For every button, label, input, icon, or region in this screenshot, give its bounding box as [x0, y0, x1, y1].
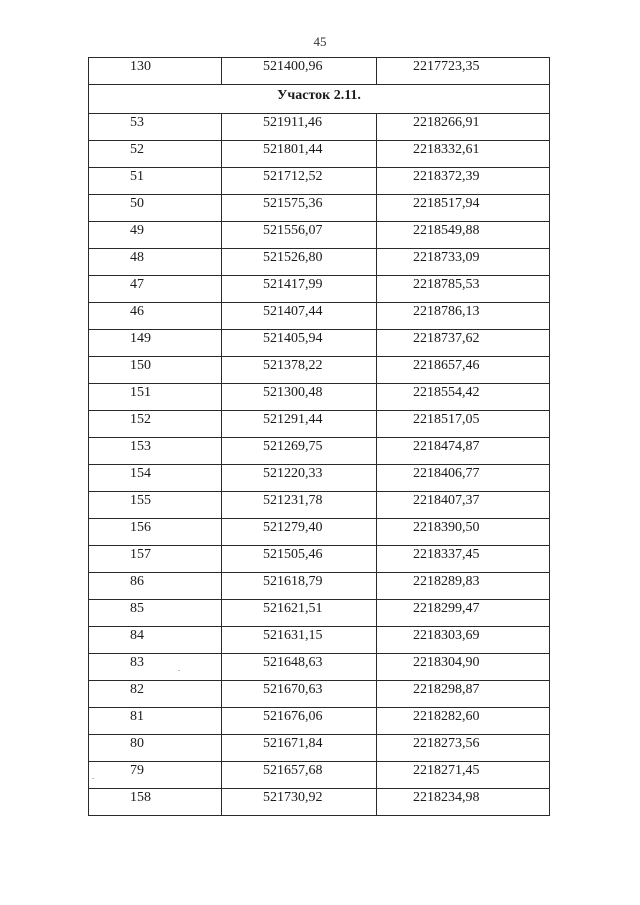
point-number-cell: 51	[89, 168, 222, 195]
page-number: 45	[313, 34, 327, 49]
y-coordinate-cell: 2218289,83	[377, 573, 550, 600]
table-row	[89, 195, 550, 222]
table-row	[89, 654, 550, 681]
table-row	[89, 411, 550, 438]
table-row	[89, 249, 550, 276]
section-title: Участок 2.11.	[89, 85, 550, 114]
y-coordinate-cell: 2218273,56	[377, 735, 550, 762]
y-coordinate-cell: 2218234,98	[377, 789, 550, 816]
point-number-cell: 157	[89, 546, 222, 573]
table-row	[89, 465, 550, 492]
point-number-cell: 130	[89, 58, 222, 85]
y-coordinate-cell: 2218304,90	[377, 654, 550, 681]
point-number-cell: 50	[89, 195, 222, 222]
point-number-cell: 83	[89, 654, 222, 681]
table-row	[89, 330, 550, 357]
x-coordinate-cell: 521712,52	[222, 168, 377, 195]
point-number-cell: 82	[89, 681, 222, 708]
point-number-cell: 48	[89, 249, 222, 276]
x-coordinate-cell: 521730,92	[222, 789, 377, 816]
table-row	[89, 789, 550, 816]
y-coordinate-cell: 2218337,45	[377, 546, 550, 573]
point-number-cell: 46	[89, 303, 222, 330]
point-number-cell: 155	[89, 492, 222, 519]
point-number-cell: 85	[89, 600, 222, 627]
table-row	[89, 492, 550, 519]
x-coordinate-cell: 521505,46	[222, 546, 377, 573]
x-coordinate-cell: 521526,80	[222, 249, 377, 276]
point-number-cell: 150	[89, 357, 222, 384]
table-row	[89, 384, 550, 411]
y-coordinate-cell: 2218299,47	[377, 600, 550, 627]
table-row	[89, 58, 550, 85]
table-row	[89, 735, 550, 762]
x-coordinate-cell: 521291,44	[222, 411, 377, 438]
x-coordinate-cell: 521279,40	[222, 519, 377, 546]
table-row	[89, 573, 550, 600]
table-row	[89, 114, 550, 141]
table-row	[89, 141, 550, 168]
point-number-cell: 86	[89, 573, 222, 600]
table-row	[89, 276, 550, 303]
point-number-cell: 79	[89, 762, 222, 789]
y-coordinate-cell: 2218474,87	[377, 438, 550, 465]
scan-speck	[92, 778, 94, 779]
x-coordinate-cell: 521220,33	[222, 465, 377, 492]
x-coordinate-cell: 521621,51	[222, 600, 377, 627]
point-number-cell: 49	[89, 222, 222, 249]
x-coordinate-cell: 521400,96	[222, 58, 377, 85]
y-coordinate-cell: 2218517,94	[377, 195, 550, 222]
y-coordinate-cell: 2218517,05	[377, 411, 550, 438]
y-coordinate-cell: 2218657,46	[377, 357, 550, 384]
point-number-cell: 154	[89, 465, 222, 492]
section-header-row	[89, 85, 550, 114]
point-number-cell: 53	[89, 114, 222, 141]
point-number-cell: 152	[89, 411, 222, 438]
y-coordinate-cell: 2218785,53	[377, 276, 550, 303]
x-coordinate-cell: 521405,94	[222, 330, 377, 357]
table-row	[89, 357, 550, 384]
point-number-cell: 80	[89, 735, 222, 762]
x-coordinate-cell: 521407,44	[222, 303, 377, 330]
y-coordinate-cell: 2218737,62	[377, 330, 550, 357]
point-number-cell: 84	[89, 627, 222, 654]
table-row	[89, 681, 550, 708]
x-coordinate-cell: 521801,44	[222, 141, 377, 168]
scan-speck	[178, 670, 180, 671]
y-coordinate-cell: 2218266,91	[377, 114, 550, 141]
x-coordinate-cell: 521378,22	[222, 357, 377, 384]
y-coordinate-cell: 2218298,87	[377, 681, 550, 708]
y-coordinate-cell: 2218271,45	[377, 762, 550, 789]
point-number-cell: 156	[89, 519, 222, 546]
y-coordinate-cell: 2218733,09	[377, 249, 550, 276]
point-number-cell: 47	[89, 276, 222, 303]
y-coordinate-cell: 2218390,50	[377, 519, 550, 546]
x-coordinate-cell: 521631,15	[222, 627, 377, 654]
table-row	[89, 627, 550, 654]
y-coordinate-cell: 2218282,60	[377, 708, 550, 735]
x-coordinate-cell: 521269,75	[222, 438, 377, 465]
x-coordinate-cell: 521231,78	[222, 492, 377, 519]
x-coordinate-cell: 521618,79	[222, 573, 377, 600]
x-coordinate-cell: 521575,36	[222, 195, 377, 222]
y-coordinate-cell: 2218554,42	[377, 384, 550, 411]
x-coordinate-cell: 521417,99	[222, 276, 377, 303]
point-number-cell: 52	[89, 141, 222, 168]
table-row	[89, 708, 550, 735]
table-row	[89, 438, 550, 465]
table-row	[89, 168, 550, 195]
x-coordinate-cell: 521556,07	[222, 222, 377, 249]
point-number-cell: 158	[89, 789, 222, 816]
x-coordinate-cell: 521648,63	[222, 654, 377, 681]
x-coordinate-cell: 521671,84	[222, 735, 377, 762]
y-coordinate-cell: 2218303,69	[377, 627, 550, 654]
table-row	[89, 519, 550, 546]
point-number-cell: 151	[89, 384, 222, 411]
x-coordinate-cell: 521300,48	[222, 384, 377, 411]
x-coordinate-cell: 521657,68	[222, 762, 377, 789]
y-coordinate-cell: 2218786,13	[377, 303, 550, 330]
table-row	[89, 303, 550, 330]
coordinates-table	[88, 57, 550, 816]
table-row	[89, 600, 550, 627]
table-row	[89, 546, 550, 573]
table-row	[89, 222, 550, 249]
y-coordinate-cell: 2218372,39	[377, 168, 550, 195]
point-number-cell: 81	[89, 708, 222, 735]
y-coordinate-cell: 2218549,88	[377, 222, 550, 249]
y-coordinate-cell: 2217723,35	[377, 58, 550, 85]
table-row	[89, 762, 550, 789]
y-coordinate-cell: 2218332,61	[377, 141, 550, 168]
x-coordinate-cell: 521676,06	[222, 708, 377, 735]
point-number-cell: 153	[89, 438, 222, 465]
x-coordinate-cell: 521670,63	[222, 681, 377, 708]
x-coordinate-cell: 521911,46	[222, 114, 377, 141]
y-coordinate-cell: 2218406,77	[377, 465, 550, 492]
point-number-cell: 149	[89, 330, 222, 357]
y-coordinate-cell: 2218407,37	[377, 492, 550, 519]
